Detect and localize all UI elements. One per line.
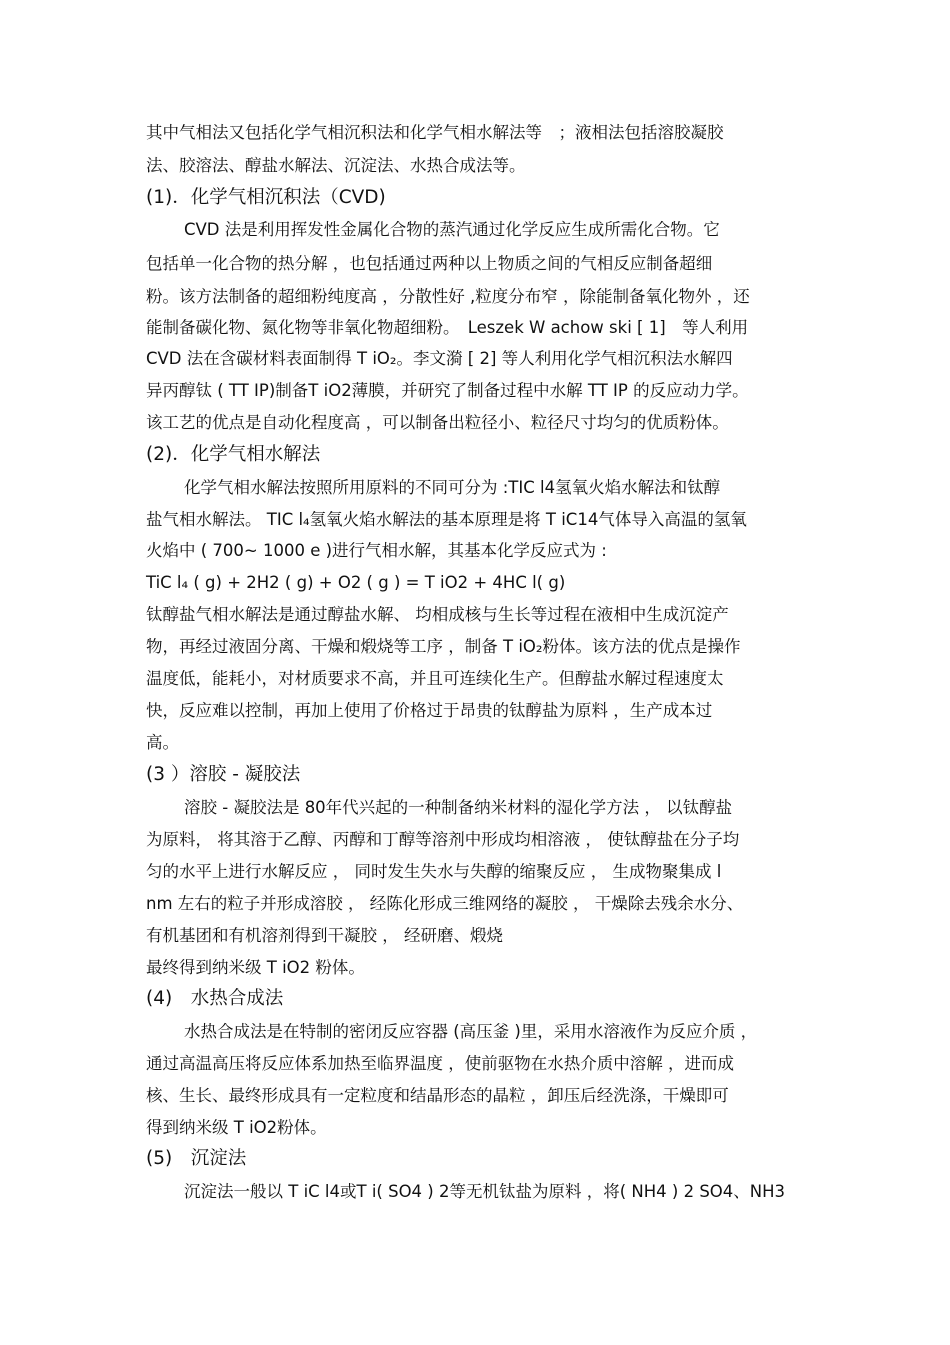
section-heading: (3 ）溶胶 - 凝胶法 — [146, 764, 301, 785]
paragraph-line: 包括单一化合物的热分解 ，也包括通过两种以上物质之间的气相反应制备超细 — [146, 254, 713, 273]
paragraph-line: 匀的水平上进行水解反应 ， 同时发生失水与失醇的缩聚反应 ， 生成物聚集成 l — [146, 862, 722, 881]
paragraph-line: 得到纳米级 T iO2粉体。 — [146, 1118, 327, 1137]
paragraph-line: 水热合成法是在特制的密闭反应容器 (高压釜 )里，采用水溶液作为反应介质 ， — [184, 1022, 758, 1041]
paragraph-line: CVD 法在含碳材料表面制得 T iO₂。李文漪 [ 2] 等人利用化学气相沉积法水解四 — [146, 349, 733, 368]
paragraph-line: 快，反应难以控制，再加上使用了价格过于昂贵的钛醇盐为原料 ，生产成本过 — [146, 701, 713, 720]
paragraph-line: 化学气相水解法按照所用原料的不同可分为 :TIC l4氢氧火焰水解法和钛醇 — [184, 478, 721, 497]
paragraph-line: nm 左右的粒子并形成溶胶 ， 经陈化形成三维网络的凝胶 ， 干燥除去残余水分、 — [146, 894, 744, 913]
paragraph-line: 物，再经过液固分离、干燥和煅烧等工序 ，制备 T iO₂粉体。该方法的优点是操作 — [146, 637, 741, 656]
paragraph-line: 钛醇盐气相水解法是通过醇盐水解、 均相成核与生长等过程在液相中生成沉淀产 — [146, 605, 729, 624]
formula-line: TiC l₄ ( g) + 2H2 ( g) + O2 ( g ) = T iO2 + 4HC l( g) — [146, 573, 566, 592]
section-heading: (4) 水热合成法 — [146, 988, 284, 1009]
section-heading: (1)．化学气相沉积法（CVD) — [146, 187, 386, 208]
section-heading: (2)．化学气相水解法 — [146, 444, 321, 465]
paragraph-line: 核、生长、最终形成具有一定粒度和结晶形态的晶粒 ，卸压后经洗涤，干燥即可 — [146, 1086, 729, 1105]
paragraph-line: 沉淀法一般以 T iC l4或T i( SO4 ) 2等无机钛盐为原料 ，将( NH4 ) 2 SO4、NH3 — [184, 1182, 786, 1201]
paragraph-line: CVD 法是利用挥发性金属化合物的蒸汽通过化学反应生成所需化合物。它 — [184, 220, 720, 239]
paragraph-line: 通过高温高压将反应体系加热至临界温度 ，使前驱物在水热介质中溶解 ，进而成 — [146, 1054, 734, 1073]
paragraph-line: 溶胶 - 凝胶法是 80年代兴起的一种制备纳米材料的湿化学方法 ， 以钛醇盐 — [184, 798, 733, 817]
paragraph-line: 其中气相法又包括化学气相沉积法和化学气相水解法等 ；液相法包括溶胶凝胶 — [146, 123, 724, 142]
paragraph-line: 能制备碳化物、氮化物等非氧化物超细粉。 Leszek W achow ski [ 1] 等人利用 — [146, 318, 749, 337]
paragraph-line: 该工艺的优点是自动化程度高 ，可以制备出粒径小、粒径尺寸均匀的优质粉体。 — [146, 413, 729, 432]
paragraph-line: 有机基团和有机溶剂得到干凝胶 ， 经研磨、煅烧 — [146, 926, 503, 945]
paragraph-line: 温度低，能耗小，对材质要求不高，并且可连续化生产。但醇盐水解过程速度太 — [146, 669, 724, 688]
paragraph-line: 高。 — [146, 733, 179, 752]
paragraph-line: 盐气相水解法。 TIC l₄氢氧火焰水解法的基本原理是将 T iC14气体导入高温的氢氧 — [146, 510, 747, 529]
paragraph-line: 异丙醇钛 ( TT IP)制备T iO2薄膜，并研究了制备过程中水解 TT IP 的反应动力学。 — [146, 381, 749, 400]
paragraph-line: 粉。该方法制备的超细粉纯度高 ，分散性好 ,粒度分布窄 ，除能制备氧化物外 ，还 — [146, 287, 750, 306]
paragraph-line: 为原料， 将其溶于乙醇、丙醇和丁醇等溶剂中形成均相溶液 ， 使钛醇盐在分子均 — [146, 830, 740, 849]
paragraph-line: 法、胶溶法、醇盐水解法、沉淀法、水热合成法等。 — [146, 156, 526, 175]
paragraph-line: 最终得到纳米级 T iO2 粉体。 — [146, 958, 365, 977]
paragraph-line: 火焰中 ( 700~ 1000 e )进行气相水解，其基本化学反应式为 : — [146, 541, 607, 560]
section-heading: (5) 沉淀法 — [146, 1148, 247, 1169]
